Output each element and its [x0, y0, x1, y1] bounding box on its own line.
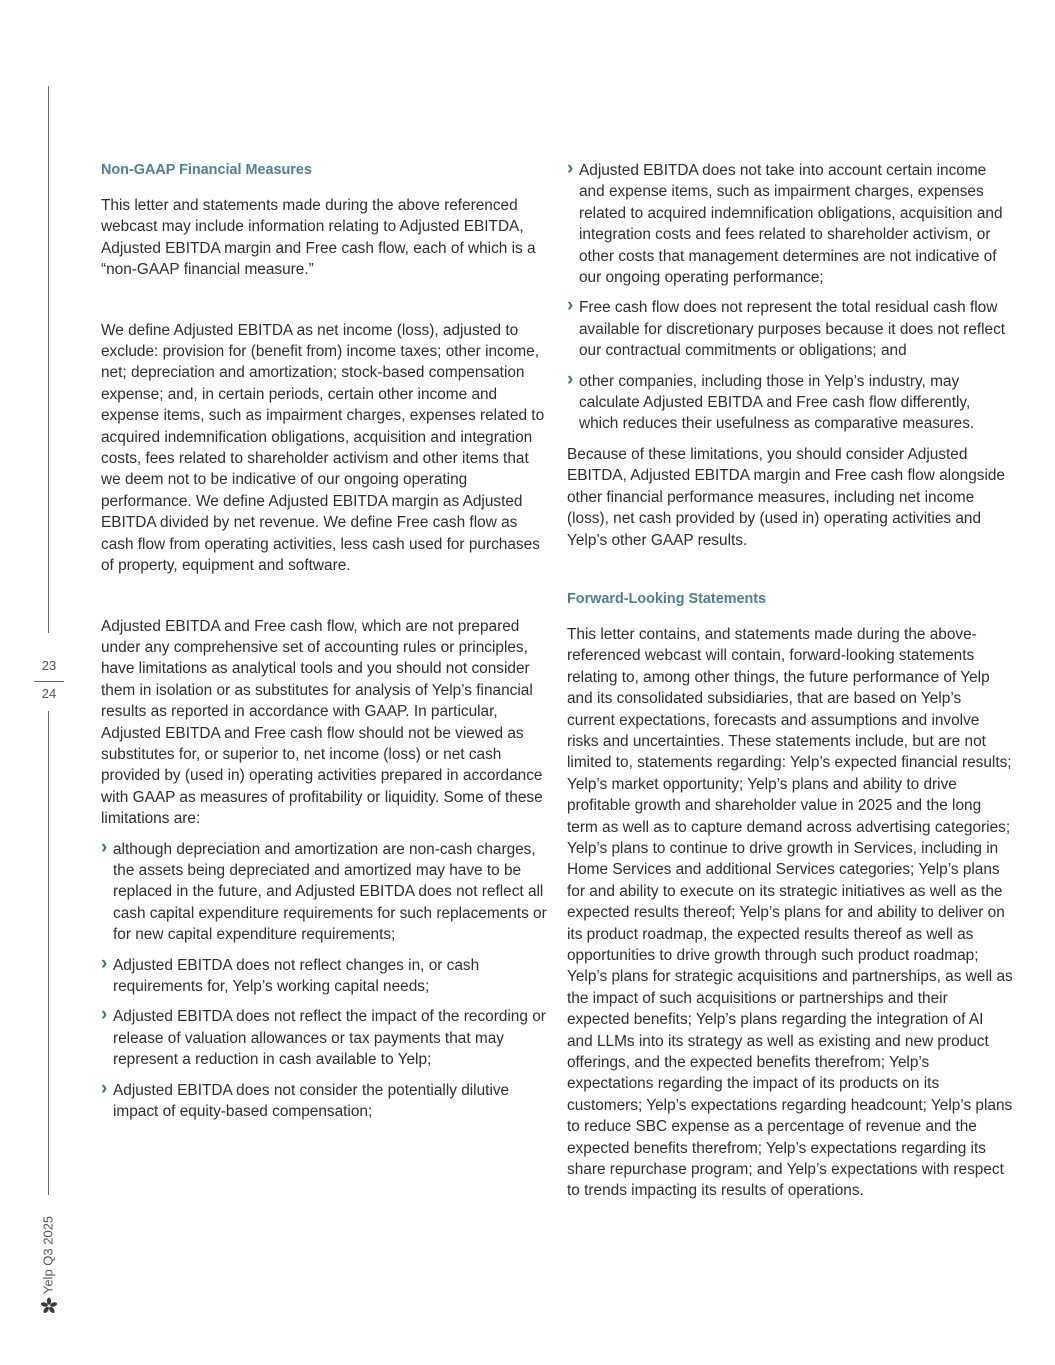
rail-line-top	[48, 86, 49, 633]
list-item: › Adjusted EBITDA does not take into account certain income and expense items, such as impairment charges, expenses related to acquired indemnification obligations, acquisition and integration costs and fees related to shareholder activism, or other costs that management determines are not indicative of our ongoing operating performance;	[567, 160, 1013, 288]
brand-label: Yelp Q3 2025	[40, 1215, 56, 1295]
page-number-total: 24	[41, 686, 57, 701]
right-column	[567, 160, 1013, 1202]
page-number-current: 23	[41, 658, 57, 673]
list-item: › other companies, including those in Yelp’s industry, may calculate Adjusted EBITDA and Free cash flow differently, which reduces their usefulness as comparative measures.	[567, 371, 1013, 435]
list-item: › Adjusted EBITDA does not reflect the impact of the recording or release of valuation allowances or tax payments that may represent a reduction in cash available to Yelp;	[101, 1006, 549, 1070]
yelp-burst-icon	[40, 1297, 58, 1315]
limitations-conclusion-paragraph: Because of these limitations, you should consider Adjusted EBITDA, Adjusted EBITDA margin and Free cash flow alongside other financial performance measures, including net income (loss), net cash provided by (used in) operating activities and Yelp’s other GAAP results.	[567, 445, 1005, 549]
rail-line-bottom	[48, 711, 49, 1195]
list-item: › Free cash flow does not represent the total residual cash flow available for discretionary purposes because it does not reflect our contractual commitments or obligations; and	[567, 297, 1013, 361]
definition-paragraph: We define Adjusted EBITDA as net income (loss), adjusted to exclude: provision for (benefit from) income taxes; other income, net; depreciation and amortization; stock-based compensation expense; and, in certain periods, certain other income and expense items, such as impairment charges, expenses related to acquired indemnification obligations, acquisition and integration costs, fees related to shareholder activism and other items that we deem not to be indicative of our ongoing operating performance. We define Adjusted EBITDA margin as Adjusted EBITDA divided by net revenue. We define Free cash flow as cash flow from operating activities, less cash used for purchases of property, equipment and software.	[101, 321, 545, 575]
forward-looking-paragraph: This letter contains, and statements made during the above-referenced webcast will contain, forward-looking statements relating to, among other things, the future performance of Yelp and its consolidated subsidiaries, that are based on Yelp’s current expectations, forecasts and assumptions and involve risks and uncertainties. These statements include, but are not limited to, statements regarding: Yelp’s expected financial results; Yelp’s market opportunity; Yelp’s plans and ability to drive profitable growth and shareholder value in 2025 and the long term as well as to capture demand across advertising categories; Yelp’s plans to continue to drive growth in Services, including in Home Services and additional Services categories; Yelp’s plans for and ability to execute on its strategic initiatives as well as the expected results thereof; Yelp’s plans for and ability to deliver on its product roadmap, the expected results thereof as well as opportunities to drive growth through such product roadmap; Yelp’s plans for strategic acquisitions and partnerships, as well as the impact of such acquisitions or partnerships and their expected benefits; Yelp’s plans regarding the integration of AI and LLMs into its strategy as well as existing and new product offerings, and the expected benefits therefrom; Yelp’s expectations regarding the impact of its products on its customers; Yelp’s expectations regarding headcount; Yelp’s plans to reduce SBC expense as a percentage of revenue and the expected benefits therefrom; Yelp’s expectations regarding its share repurchase program; and Yelp’s expectations with respect to trends impacting its results of operations.	[567, 625, 1013, 1200]
left-column	[101, 160, 549, 1122]
forward-looking-heading: Forward-Looking Statements	[567, 590, 767, 607]
list-item: › although depreciation and amortization are non-cash charges, the assets being depreciated and amortized may have to be replaced in the future, and Adjusted EBITDA does not reflect all cash capital expenditure requirements for such replacements or for new capital expenditure requirements;	[101, 839, 549, 946]
limitations-paragraph: Adjusted EBITDA and Free cash flow, which are not prepared under any comprehensive set of accounting rules or principles, have limitations as analytical tools and you should not consider them in isolation or as substitutes for analysis of Yelp’s financial results as reported in accordance with GAAP. In particular, Adjusted EBITDA and Free cash flow should not be viewed as substitutes for, or superior to, net income (loss) or net cash provided by (used in) operating activities prepared in accordance with GAAP as measures of profitability or liquidity. Some of these limitations are:	[101, 617, 543, 828]
limitations-list-continued	[567, 160, 1013, 435]
page-number-divider	[34, 681, 64, 682]
list-item: › Adjusted EBITDA does not consider the potentially dilutive impact of equity-based compensation;	[101, 1080, 549, 1123]
intro-paragraph: This letter and statements made during the above referenced webcast may include information relating to Adjusted EBITDA, Adjusted EBITDA margin and Free cash flow, each of which is a “non-GAAP financial measure.”	[101, 197, 536, 279]
list-item: › Adjusted EBITDA does not reflect changes in, or cash requirements for, Yelp’s working capital needs;	[101, 955, 549, 998]
limitations-list	[101, 839, 549, 1123]
non-gaap-heading: Non-GAAP Financial Measures	[101, 162, 312, 178]
